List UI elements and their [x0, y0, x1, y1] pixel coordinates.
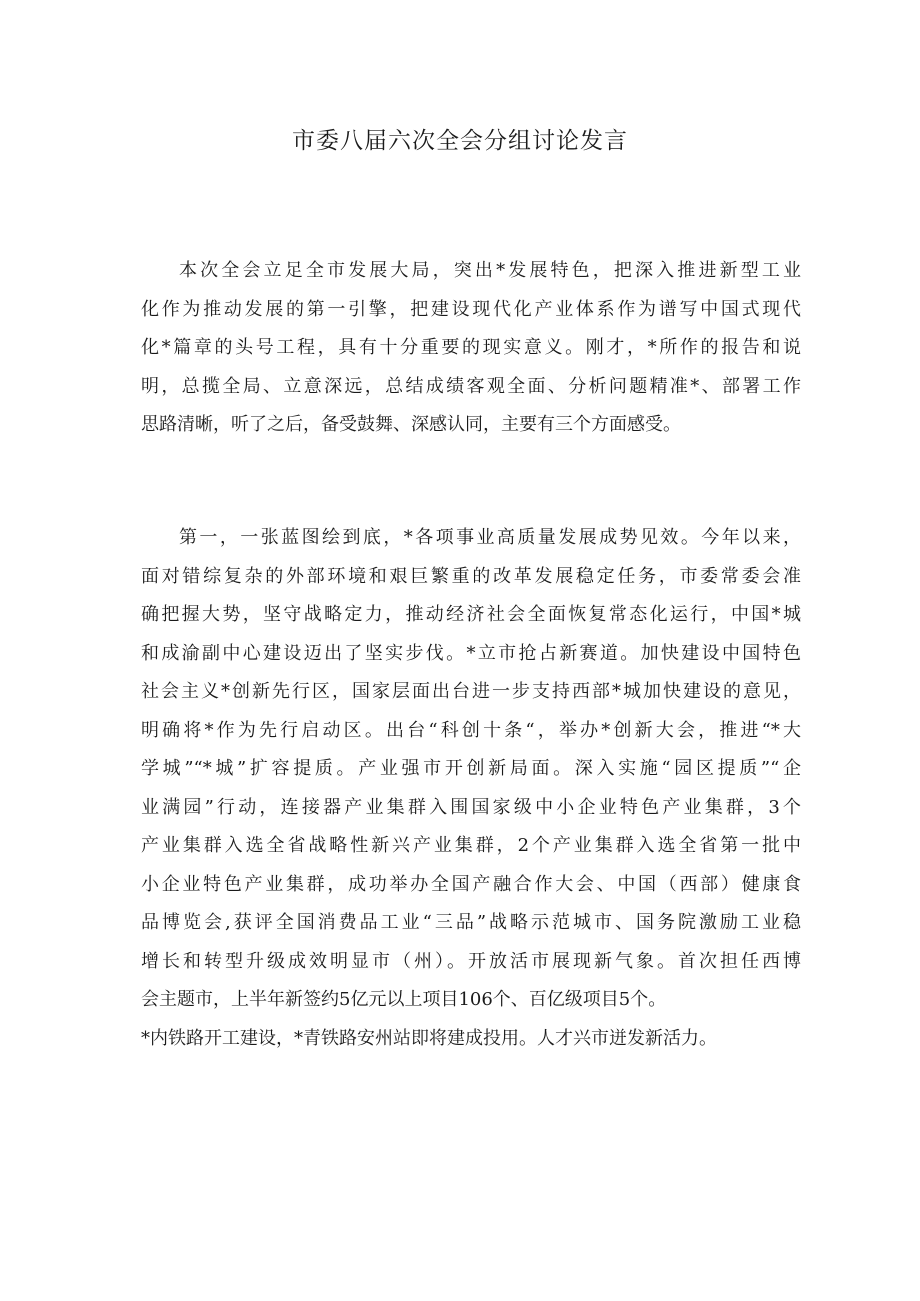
paragraph-2: [141, 519, 801, 1058]
paragraph-line: 第一，一张蓝图绘到底，*各项事业高质量发展成势见效。今年以来，: [179, 527, 801, 548]
paragraph-line: 面对错综复杂的外部环境和艰巨繁重的改革发展稳定任务，市委常委会准: [141, 565, 801, 587]
paragraph-line: 化作为推动发展的第一引擎，把建设现代化产业体系作为谱写中国式现代: [141, 298, 801, 320]
paragraph-line: 品博览会,获评全国消费品工业“三品”战略示范城市、国务院激励工业稳: [141, 912, 801, 933]
paragraph-line: 业满园”行动，连接器产业集群入围国家级中小企业特色产业集群，3个: [141, 796, 801, 818]
paragraph-line: 小企业特色产业集群，成功举办全国产融合作大会、中国（西部）健康食: [141, 873, 801, 895]
paragraph-line: 化*篇章的头号工程，具有十分重要的现实意义。刚才，*所作的报告和说: [141, 337, 801, 358]
paragraph-line: 增长和转型升级成效明显市（州）。开放活市展现新气象。首次担任西博: [141, 950, 801, 972]
paragraph-line: 明确将*作为先行启动区。出台“科创十条“，举办*创新大会，推进“*大: [141, 719, 801, 741]
paragraph-line: 确把握大势，坚守战略定力，推动经济社会全面恢复常态化运行，中国*城: [141, 604, 801, 625]
paragraph-line: *内铁路开工建设，*青铁路安州站即将建成投用。人才兴市迸发新活力。: [141, 1027, 717, 1049]
paragraph-line: 和成渝副中心建设迈出了坚实步伐。*立市抢占新赛道。加快建设中国特色: [141, 642, 801, 664]
paragraph-line: 本次全会立足全市发展大局，突出*发展特色，把深入推进新型工业: [179, 260, 801, 281]
paragraph-line: 会主题市，上半年新签约5亿元以上项目106个、百亿级项目5个。: [141, 989, 667, 1010]
paragraph-line: 思路清晰，听了之后，备受鼓舞、深感认同，主要有三个方面感受。: [141, 414, 681, 435]
paragraph-line: 明，总揽全局、立意深远，总结成绩客观全面、分析问题精准*、部署工作: [141, 375, 801, 397]
paragraph-line: 学城”“*城”扩容提质。产业强市开创新局面。深入实施“园区提质”“企: [141, 758, 801, 779]
paragraph-line: 产业集群入选全省战略性新兴产业集群，2个产业集群入选全省第一批中: [141, 835, 801, 856]
paragraph-1: [141, 252, 801, 445]
paragraph-line: 社会主义*创新先行区，国家层面出台进一步支持西部*城加快建设的意见，: [141, 681, 801, 702]
document-title: 市委八届六次全会分组讨论发言: [292, 128, 628, 154]
